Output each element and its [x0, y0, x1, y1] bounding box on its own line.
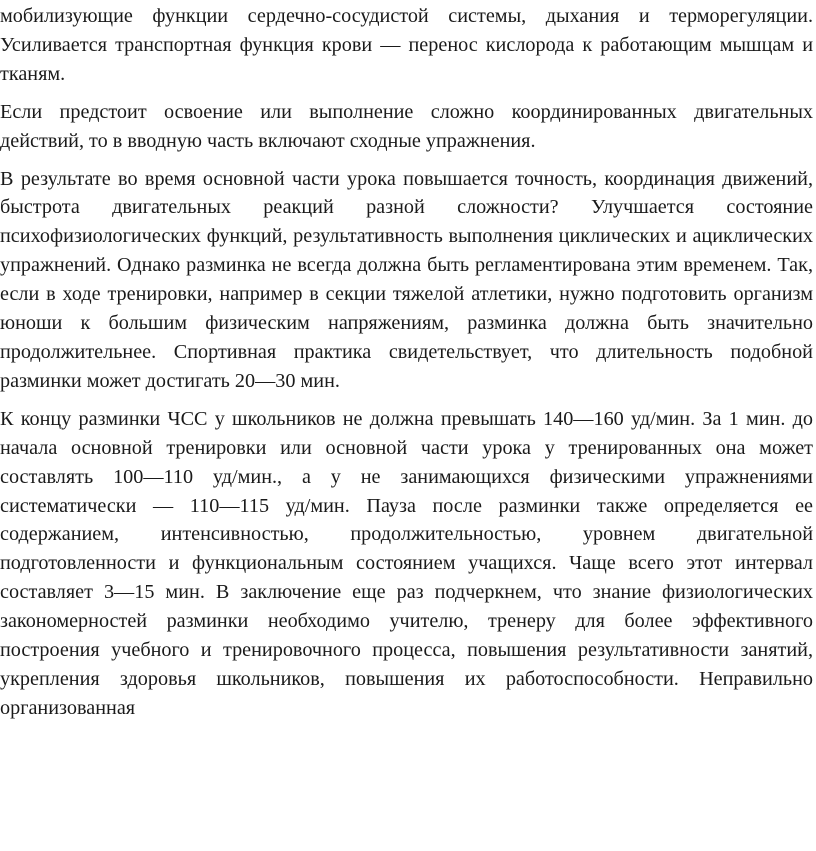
paragraph-2: Если предстоит освоение или выполнение сложно координированных двигательных действий, то в вводную часть включают сходные упражнения. [0, 100, 813, 152]
paragraph-3: В результате во время основной части урока повышается точность, координация движений, быстрота двигательных реакций разной сложности? Улучшается состояние психофизиологических функций, результативность выполнения циклических и ациклических упражнений. Однако разминка не всегда должна быть регламентирована этим временем. Так, если в ходе тренировки, например в секции тяжелой атлетики, нужно подготовить организм юноши к большим физическим напряжениям, разминка должна быть значительно продолжительнее. Спортивная практика свидетельствует, что длительность подобной разминки может достигать 20—30 мин. [0, 167, 813, 392]
paragraph-1: мобилизующие функции сердечно-сосудистой системы, дыхания и терморегуляции. Усиливается транспортная функция крови — перенос кислорода к работающим мышцам и тканям. [0, 5, 813, 85]
paragraph-4: К концу разминки ЧСС у школьников не должна превышать 140—160 уд/мин. За 1 мин. до начала основной тренировки или основной части урока у тренированных она может составлять 100—110 уд/мин., а у не занимающихся физическими упражнениями систематически — 110—115 уд/мин. Пауза после разминки также определяется ее содержанием, интенсивностью, продолжительностью, уровнем двигательной подготовленности и функциональным состоянием учащихся. Чаще всего этот интервал составляет 3—15 мин. В заключение еще раз подчеркнем, что знание физиологических закономерностей разминки необходимо учителю, тренеру для более эффективного построения учебного и тренировочного процесса, повышения результативности занятий, укрепления здоровья школьников, повышения их работоспособности. Неправильно организованная [0, 407, 813, 719]
document-page [0, 2, 813, 732]
